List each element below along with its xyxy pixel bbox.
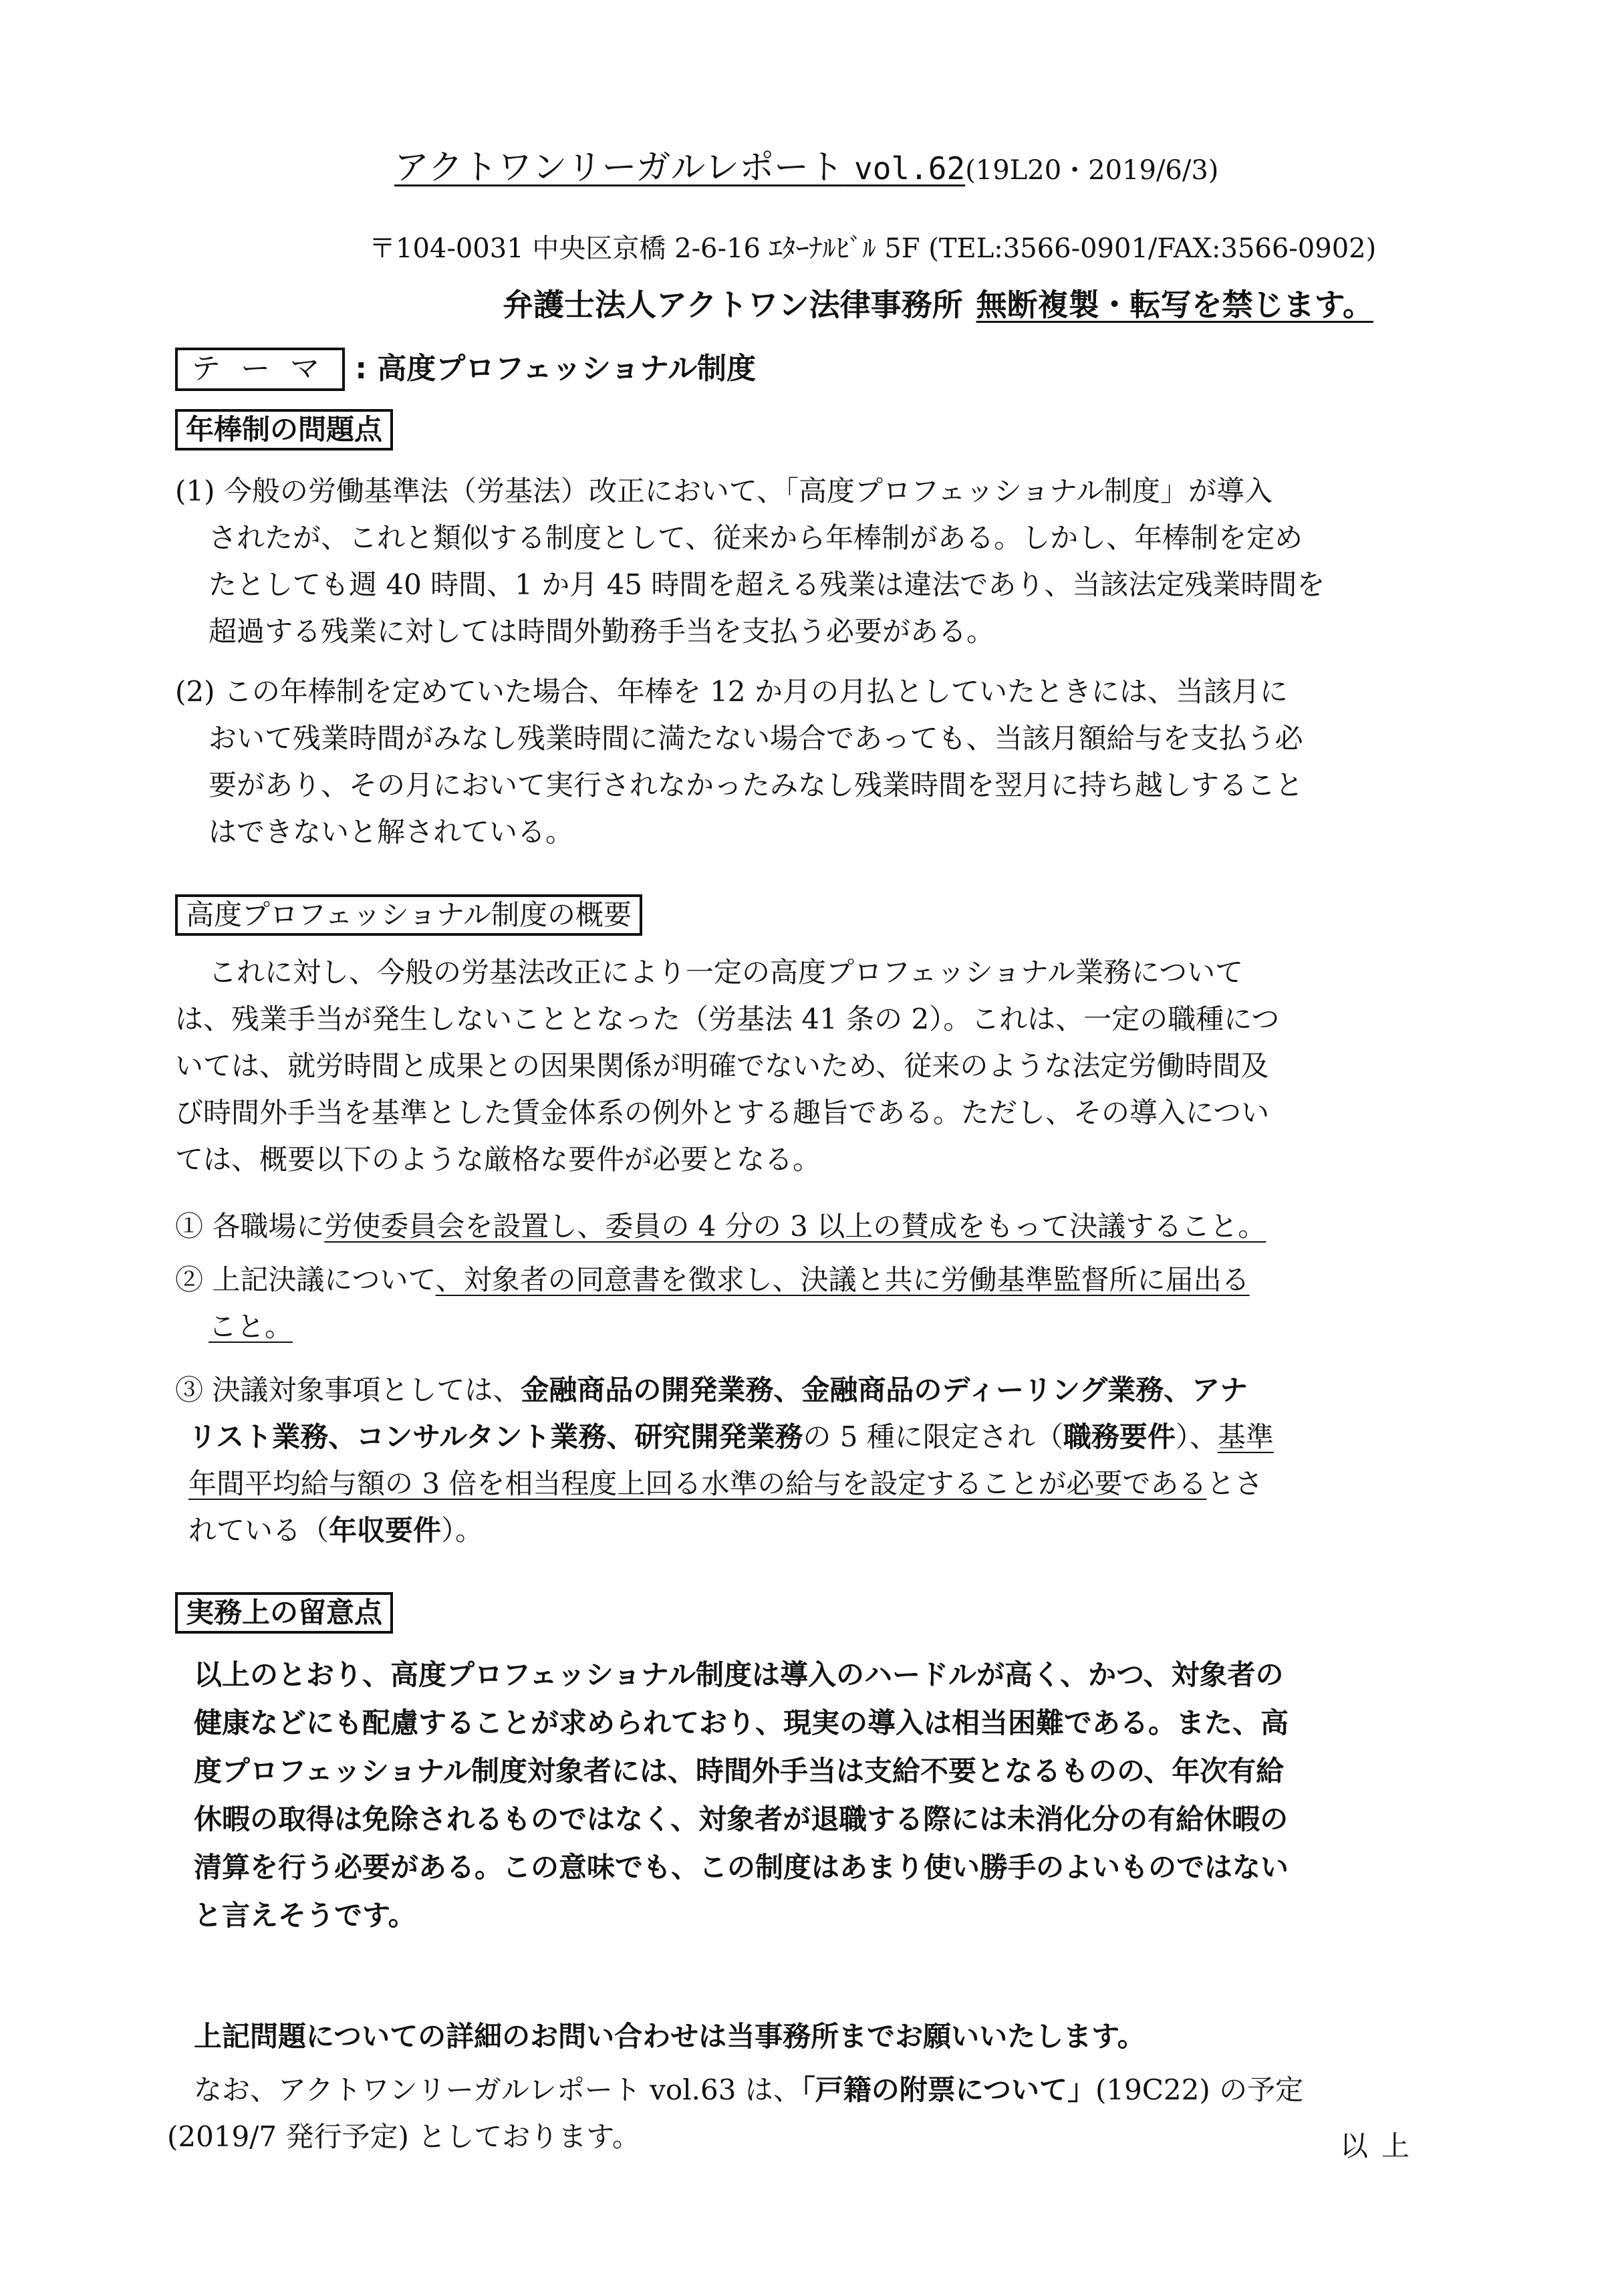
- section-heading-practical-notes: 実務上の留意点: [175, 1592, 393, 1634]
- overview-paragraph: [175, 949, 1432, 1183]
- paragraph-line: 度プロフェッショナル制度対象者には、時間外手当は支給不要となるものの、年次有給: [194, 1755, 1285, 1787]
- firm-address: 〒104-0031 中央区京橋 2-6-16 ｴﾀｰﾅﾙﾋﾞﾙ 5F (TEL:3566-0901/FAX:3566-0902): [369, 233, 1377, 264]
- paragraph-line: ③ 決議対象事項としては、金融商品の開発業務、金融商品のディーリング業務、アナ: [175, 1374, 1248, 1406]
- paragraph-line: ては、概要以下のような厳格な要件が必要となる。: [175, 1143, 821, 1176]
- paragraph-line: おいて残業時間がみなし残業時間に満たない場合であっても、当該月額給与を支払う必: [209, 722, 1303, 755]
- paragraph-line: 休暇の取得は免除されるものではなく、対象者が退職する際には未消化分の有給休暇の: [194, 1803, 1289, 1835]
- closing-mark: 以上: [1339, 2130, 1423, 2162]
- theme-value: : 高度プロフェッショナル制度: [355, 352, 756, 386]
- paragraph-line: れている（年収要件）。: [188, 1514, 484, 1547]
- paragraph-line: (2019/7 発行予定) としております。: [167, 2120, 640, 2153]
- paragraph-line: 健康などにも配慮することが求められており、現実の導入は相当困難である。また、高: [194, 1706, 1289, 1739]
- report-volume: vol.62: [854, 150, 966, 186]
- paragraph-line: ① 各職場に労使委員会を設置し、委員の 4 分の 3 以上の賛成をもって決議すること。: [175, 1210, 1266, 1243]
- practical-notes-paragraph: [194, 1651, 1450, 1940]
- report-title-main: アクトワンリーガルレポート: [394, 148, 844, 188]
- paragraph-line: と言えそうです。: [194, 1899, 416, 1932]
- requirement-item-3: [175, 1367, 1432, 1554]
- paragraph-line: たとしても週 40 時間、1 か月 45 時間を超える残業は違法であり、当該法定残業時間を: [209, 568, 1325, 601]
- paragraph-line: いては、就労時間と成果との因果関係が明確でないため、従来のような法定労働時間及: [175, 1049, 1269, 1082]
- next-issue-note: [167, 2067, 1424, 2160]
- report-meta: (19L20・2019/6/3): [965, 155, 1219, 186]
- paragraph-line: こと。: [209, 1310, 293, 1343]
- paragraph-line: 要があり、その月において実行されなかったみなし残業時間を翌月に持ち越しすること: [209, 769, 1304, 801]
- section-heading-annual-salary: 年棒制の問題点: [175, 409, 393, 451]
- paragraph-line: 清算を行う必要がある。この意味でも、この制度はあまり使い勝手のよいものではない: [194, 1851, 1289, 1884]
- paragraph-line: 超過する残業に対しては時間外勤務手当を支払う必要がある。: [209, 615, 995, 648]
- paragraph-line: リスト業務、コンサルタント業務、研究開発業務の 5 種に限定され（職務要件）、基準: [188, 1420, 1274, 1453]
- report-title: [394, 139, 1218, 189]
- paragraph-line: されたが、これと類似する制度として、従来から年棒制がある。しかし、年棒制を定め: [209, 521, 1303, 554]
- paragraph-line: (2) この年棒制を定めていた場合、年棒を 12 か月の月払としていたときには、当該月に: [175, 675, 1288, 708]
- inquiry-note: 上記問題についての詳細のお問い合わせは当事務所までお願いいたします。: [194, 2020, 1146, 2053]
- theme-row: [175, 344, 756, 391]
- paragraph-line: は、残業手当が発生しないこととなった（労基法 41 条の 2）。これは、一定の職種につ: [175, 1003, 1280, 1035]
- paragraph-2: [175, 668, 1432, 856]
- firm-name: 弁護士法人アクトワン法律事務所: [503, 287, 963, 323]
- paragraph-line: なお、アクトワンリーガルレポート vol.63 は、「戸籍の附票について」(19C22) の予定: [194, 2073, 1304, 2106]
- requirement-item-2: [175, 1257, 1432, 1350]
- paragraph-line: (1) 今般の労働基準法（労基法）改正において、「高度プロフェッショナル制度」が導入: [175, 475, 1272, 507]
- paragraph-line: び時間外手当を基準とした賃金体系の例外とする趣旨である。ただし、その導入につい: [175, 1096, 1270, 1129]
- theme-label: テーマ: [175, 348, 345, 391]
- copy-notice: 無断複製・転写を禁じます。: [976, 287, 1373, 323]
- paragraph-line: これに対し、今般の労基法改正により一定の高度プロフェッショナル業務について: [209, 956, 1244, 989]
- paragraph-line: 年間平均給与額の 3 倍を相当程度上回る水準の給与を設定することが必要であるとさ: [188, 1467, 1263, 1500]
- requirement-item-1: [175, 1203, 1432, 1250]
- section-heading-overview: 高度プロフェッショナル制度の概要: [175, 894, 642, 936]
- paragraph-line: はできないと解されている。: [209, 815, 574, 848]
- paragraph-line: 以上のとおり、高度プロフェッショナル制度は導入のハードルが高く、かつ、対象者の: [194, 1658, 1284, 1691]
- firm-line: [503, 281, 1373, 325]
- paragraph-1: [175, 468, 1432, 655]
- paragraph-line: ② 上記決議について、対象者の同意書を徴求し、決議と共に労働基準監督所に届出る: [175, 1263, 1250, 1296]
